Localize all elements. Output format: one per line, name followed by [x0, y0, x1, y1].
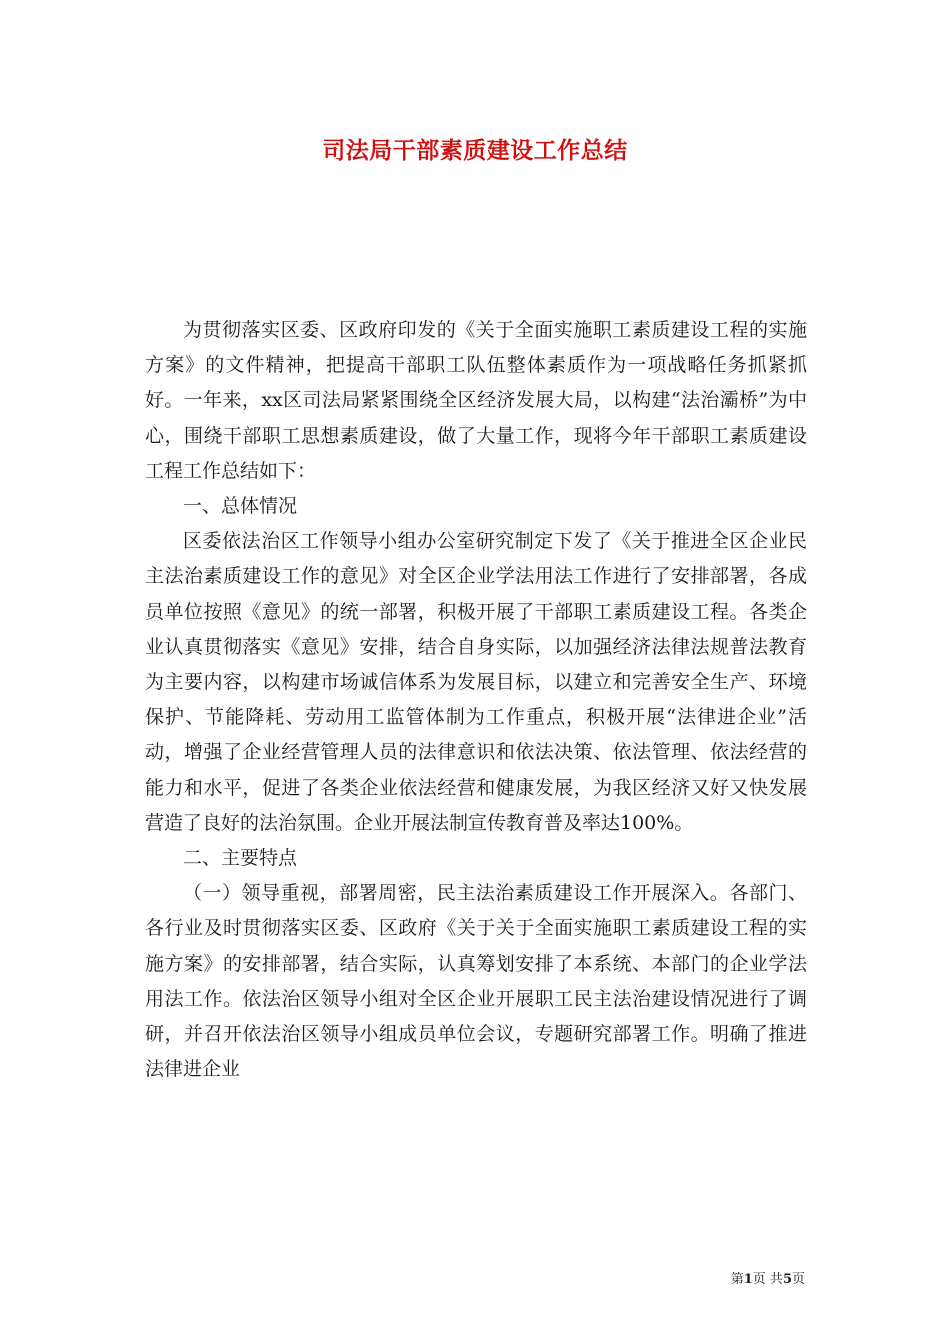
page-suffix: 页 [791, 1272, 805, 1287]
paragraph-intro: 为贯彻落实区委、区政府印发的《关于全面实施职工素质建设工程的实施方案》的文件精神，把提高干部职工队伍整体素质作为一项战略任务抓紧抓好。一年来，xx区司法局紧紧围绕全区经济发展大局，以构建“法治灞桥”为中心，围绕干部职工思想素质建设，做了大量工作，现将今年干部职工素质建设工程工作总结如下： [145, 319, 807, 482]
total-page-number: 5 [782, 1272, 792, 1287]
page-number-footer [731, 1268, 805, 1287]
document-title: 司法局干部素质建设工作总结 [322, 137, 628, 164]
paragraph-overview: 区委依法治区工作领导小组办公室研究制定下发了《关于推进全区企业民主法治素质建设工作的意见》对全区企业学法用法工作进行了安排部署，各成员单位按照《意见》的统一部署，积极开展了干部职工素质建设工程。各类企业认真贯彻落实《意见》安排，结合自身实际，以加强经济法律法规普法教育为主要内容，以构建市场诚信体系为发展目标，以建立和完善安全生产、环境保护、节能降耗、劳动用工监管体制为工作重点，积极开展“法律进企业”活动，增强了企业经营管理人员的法律意识和依法决策、依法管理、依法经营的能力和水平，促进了各类企业依法经营和健康发展，为我区经济又好又快发展营造了良好的法治氛围。企业开展法制宣传教育普及率达100%。 [145, 530, 807, 834]
document-body [145, 313, 807, 1087]
section-heading-overview: 一、总体情况 [183, 495, 298, 518]
current-page-number: 1 [743, 1272, 753, 1287]
paragraph-features: （一）领导重视，部署周密，民主法治素质建设工作开展深入。各部门、各行业及时贯彻落实区委、区政府《关于关于全面实施职工素质建设工程的实施方案》的安排部署，结合实际，认真筹划安排了本系统、本部门的企业学法用法工作。依法治区领导小组对全区企业开展职工民主法治建设情况进行了调研，并召开依法治区领导小组成员单位会议，专题研究部署工作。明确了推进法律进企业 [145, 882, 807, 1081]
page-middle: 页 共 [752, 1272, 783, 1287]
section-heading-features: 二、主要特点 [183, 847, 298, 870]
page-prefix: 第 [730, 1272, 744, 1287]
